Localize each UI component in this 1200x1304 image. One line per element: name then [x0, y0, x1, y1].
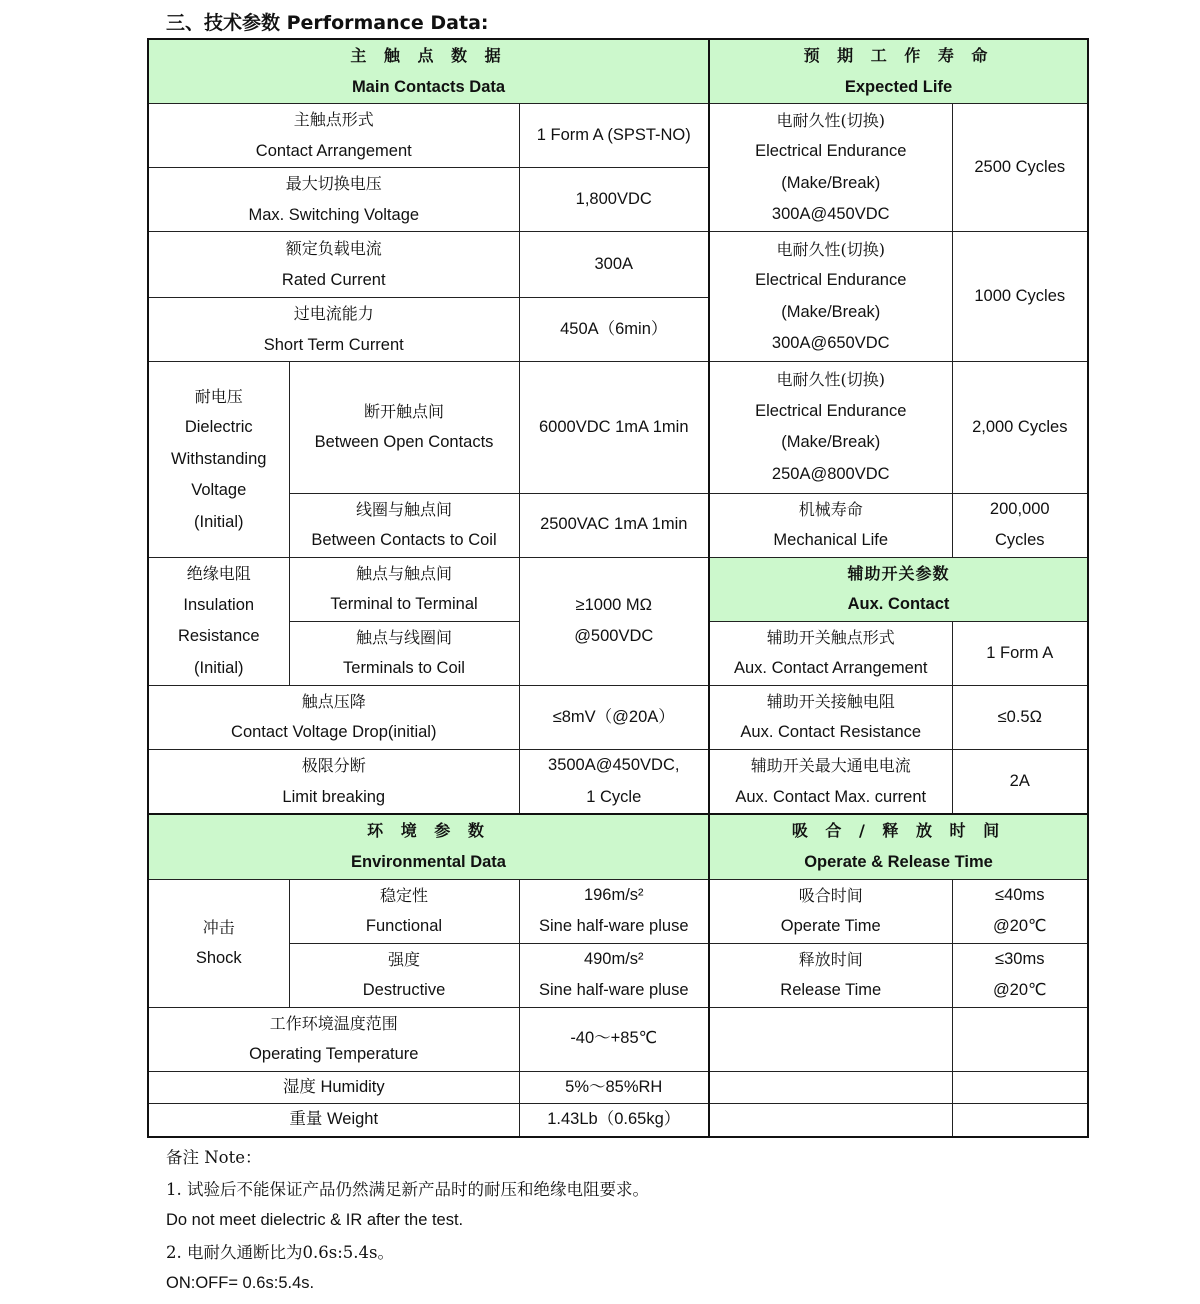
rated-current-label: 额定负载电流 Rated Current	[148, 232, 519, 298]
limit-breaking-value: 3500A@450VDC, 1 Cycle	[519, 749, 709, 814]
aux-contact-header: 辅助开关参数 Aux. Contact	[709, 557, 1088, 621]
note-2-en: ON:OFF= 0.6s:5.4s.	[166, 1274, 315, 1292]
voltage-drop-value: ≤8mV（@20A）	[519, 685, 709, 749]
max-switching-voltage-label: 最大切换电压 Max. Switching Voltage	[148, 168, 519, 232]
shock-destructive-value: 490m/s² Sine half-ware pluse	[519, 943, 709, 1007]
aux-arrangement-label: 辅助开关触点形式 Aux. Contact Arrangement	[709, 621, 952, 685]
humidity-value: 5%～85%RH	[519, 1071, 709, 1104]
aux-max-current-value: 2A	[952, 749, 1088, 814]
limit-breaking-label: 极限分断 Limit breaking	[148, 749, 519, 814]
short-term-current-value: 450A（6min）	[519, 298, 709, 362]
operate-release-header: 吸 合 / 释 放 时 间 Operate & Release Time	[709, 814, 1088, 879]
electrical-endurance-800-label: 电耐久性(切换) Electrical Endurance (Make/Break) 250A@800VDC	[709, 362, 952, 493]
electrical-endurance-650-value: 1000 Cycles	[952, 232, 1088, 362]
release-time-label: 释放时间 Release Time	[709, 943, 952, 1007]
contacts-to-coil-label: 线圈与触点间 Between Contacts to Coil	[289, 493, 519, 557]
notes-label: 备注 Note：	[166, 1148, 262, 1167]
weight-value: 1.43Lb（0.65kg）	[519, 1104, 709, 1137]
contacts-to-coil-value: 2500VAC 1mA 1min	[519, 493, 709, 557]
terminal-to-terminal-label: 触点与触点间 Terminal to Terminal	[289, 557, 519, 621]
mechanical-life-value: 200,000 Cycles	[952, 493, 1088, 557]
shock-destructive-label: 强度 Destructive	[289, 943, 519, 1007]
empty-cell	[709, 1007, 952, 1071]
operate-time-label: 吸合时间 Operate Time	[709, 879, 952, 943]
terminals-to-coil-label: 触点与线圈间 Terminals to Coil	[289, 621, 519, 685]
empty-cell	[952, 1007, 1088, 1071]
main-contacts-header: 主 触 点 数 据 Main Contacts Data	[148, 39, 709, 104]
aux-max-current-label: 辅助开关最大通电电流 Aux. Contact Max. current	[709, 749, 952, 814]
empty-cell	[952, 1071, 1088, 1104]
contact-arrangement-label: 主触点形式 Contact Arrangement	[148, 104, 519, 168]
notes-section	[166, 1142, 649, 1300]
between-open-contacts-label: 断开触点间 Between Open Contacts	[289, 362, 519, 493]
performance-data-table	[147, 38, 1089, 1138]
shock-functional-label: 稳定性 Functional	[289, 879, 519, 943]
operating-temperature-value: -40～+85℃	[519, 1007, 709, 1071]
aux-resistance-label: 辅助开关接触电阻 Aux. Contact Resistance	[709, 685, 952, 749]
shock-label: 冲击 Shock	[148, 879, 289, 1007]
between-open-contacts-value: 6000VDC 1mA 1min	[519, 362, 709, 493]
shock-functional-value: 196m/s² Sine half-ware pluse	[519, 879, 709, 943]
max-switching-voltage-value: 1,800VDC	[519, 168, 709, 232]
release-time-value: ≤30ms @20℃	[952, 943, 1088, 1007]
insulation-resistance-value: ≥1000 MΩ @500VDC	[519, 557, 709, 685]
expected-life-header: 预 期 工 作 寿 命 Expected Life	[709, 39, 1088, 104]
note-2-cn: 2. 电耐久通断比为0.6s:5.4s。	[166, 1242, 394, 1262]
electrical-endurance-450-value: 2500 Cycles	[952, 104, 1088, 232]
mechanical-life-label: 机械寿命 Mechanical Life	[709, 493, 952, 557]
weight-label: 重量 Weight	[148, 1104, 519, 1137]
note-1-cn: 1. 试验后不能保证产品仍然满足新产品时的耐压和绝缘电阻要求。	[166, 1179, 649, 1199]
voltage-drop-label: 触点压降 Contact Voltage Drop(initial)	[148, 685, 519, 749]
electrical-endurance-450-label: 电耐久性(切换) Electrical Endurance (Make/Break) 300A@450VDC	[709, 104, 952, 232]
aux-arrangement-value: 1 Form A	[952, 621, 1088, 685]
insulation-resistance-label: 绝缘电阻 Insulation Resistance (Initial)	[148, 557, 289, 685]
environmental-header: 环 境 参 数 Environmental Data	[148, 814, 709, 879]
contact-arrangement-value: 1 Form A (SPST-NO)	[519, 104, 709, 168]
operating-temperature-label: 工作环境温度范围 Operating Temperature	[148, 1007, 519, 1071]
empty-cell	[709, 1104, 952, 1137]
short-term-current-label: 过电流能力 Short Term Current	[148, 298, 519, 362]
electrical-endurance-800-value: 2,000 Cycles	[952, 362, 1088, 493]
section-title: 三、技术参数 Performance Data:	[166, 12, 489, 34]
empty-cell	[952, 1104, 1088, 1137]
humidity-label: 湿度 Humidity	[148, 1071, 519, 1104]
dielectric-voltage-label: 耐电压 Dielectric Withstanding Voltage (Initial)	[148, 362, 289, 557]
electrical-endurance-650-label: 电耐久性(切换) Electrical Endurance (Make/Break) 300A@650VDC	[709, 232, 952, 362]
aux-resistance-value: ≤0.5Ω	[952, 685, 1088, 749]
operate-time-value: ≤40ms @20℃	[952, 879, 1088, 943]
note-1-en: Do not meet dielectric & IR after the test.	[166, 1211, 464, 1229]
empty-cell	[709, 1071, 952, 1104]
rated-current-value: 300A	[519, 232, 709, 298]
